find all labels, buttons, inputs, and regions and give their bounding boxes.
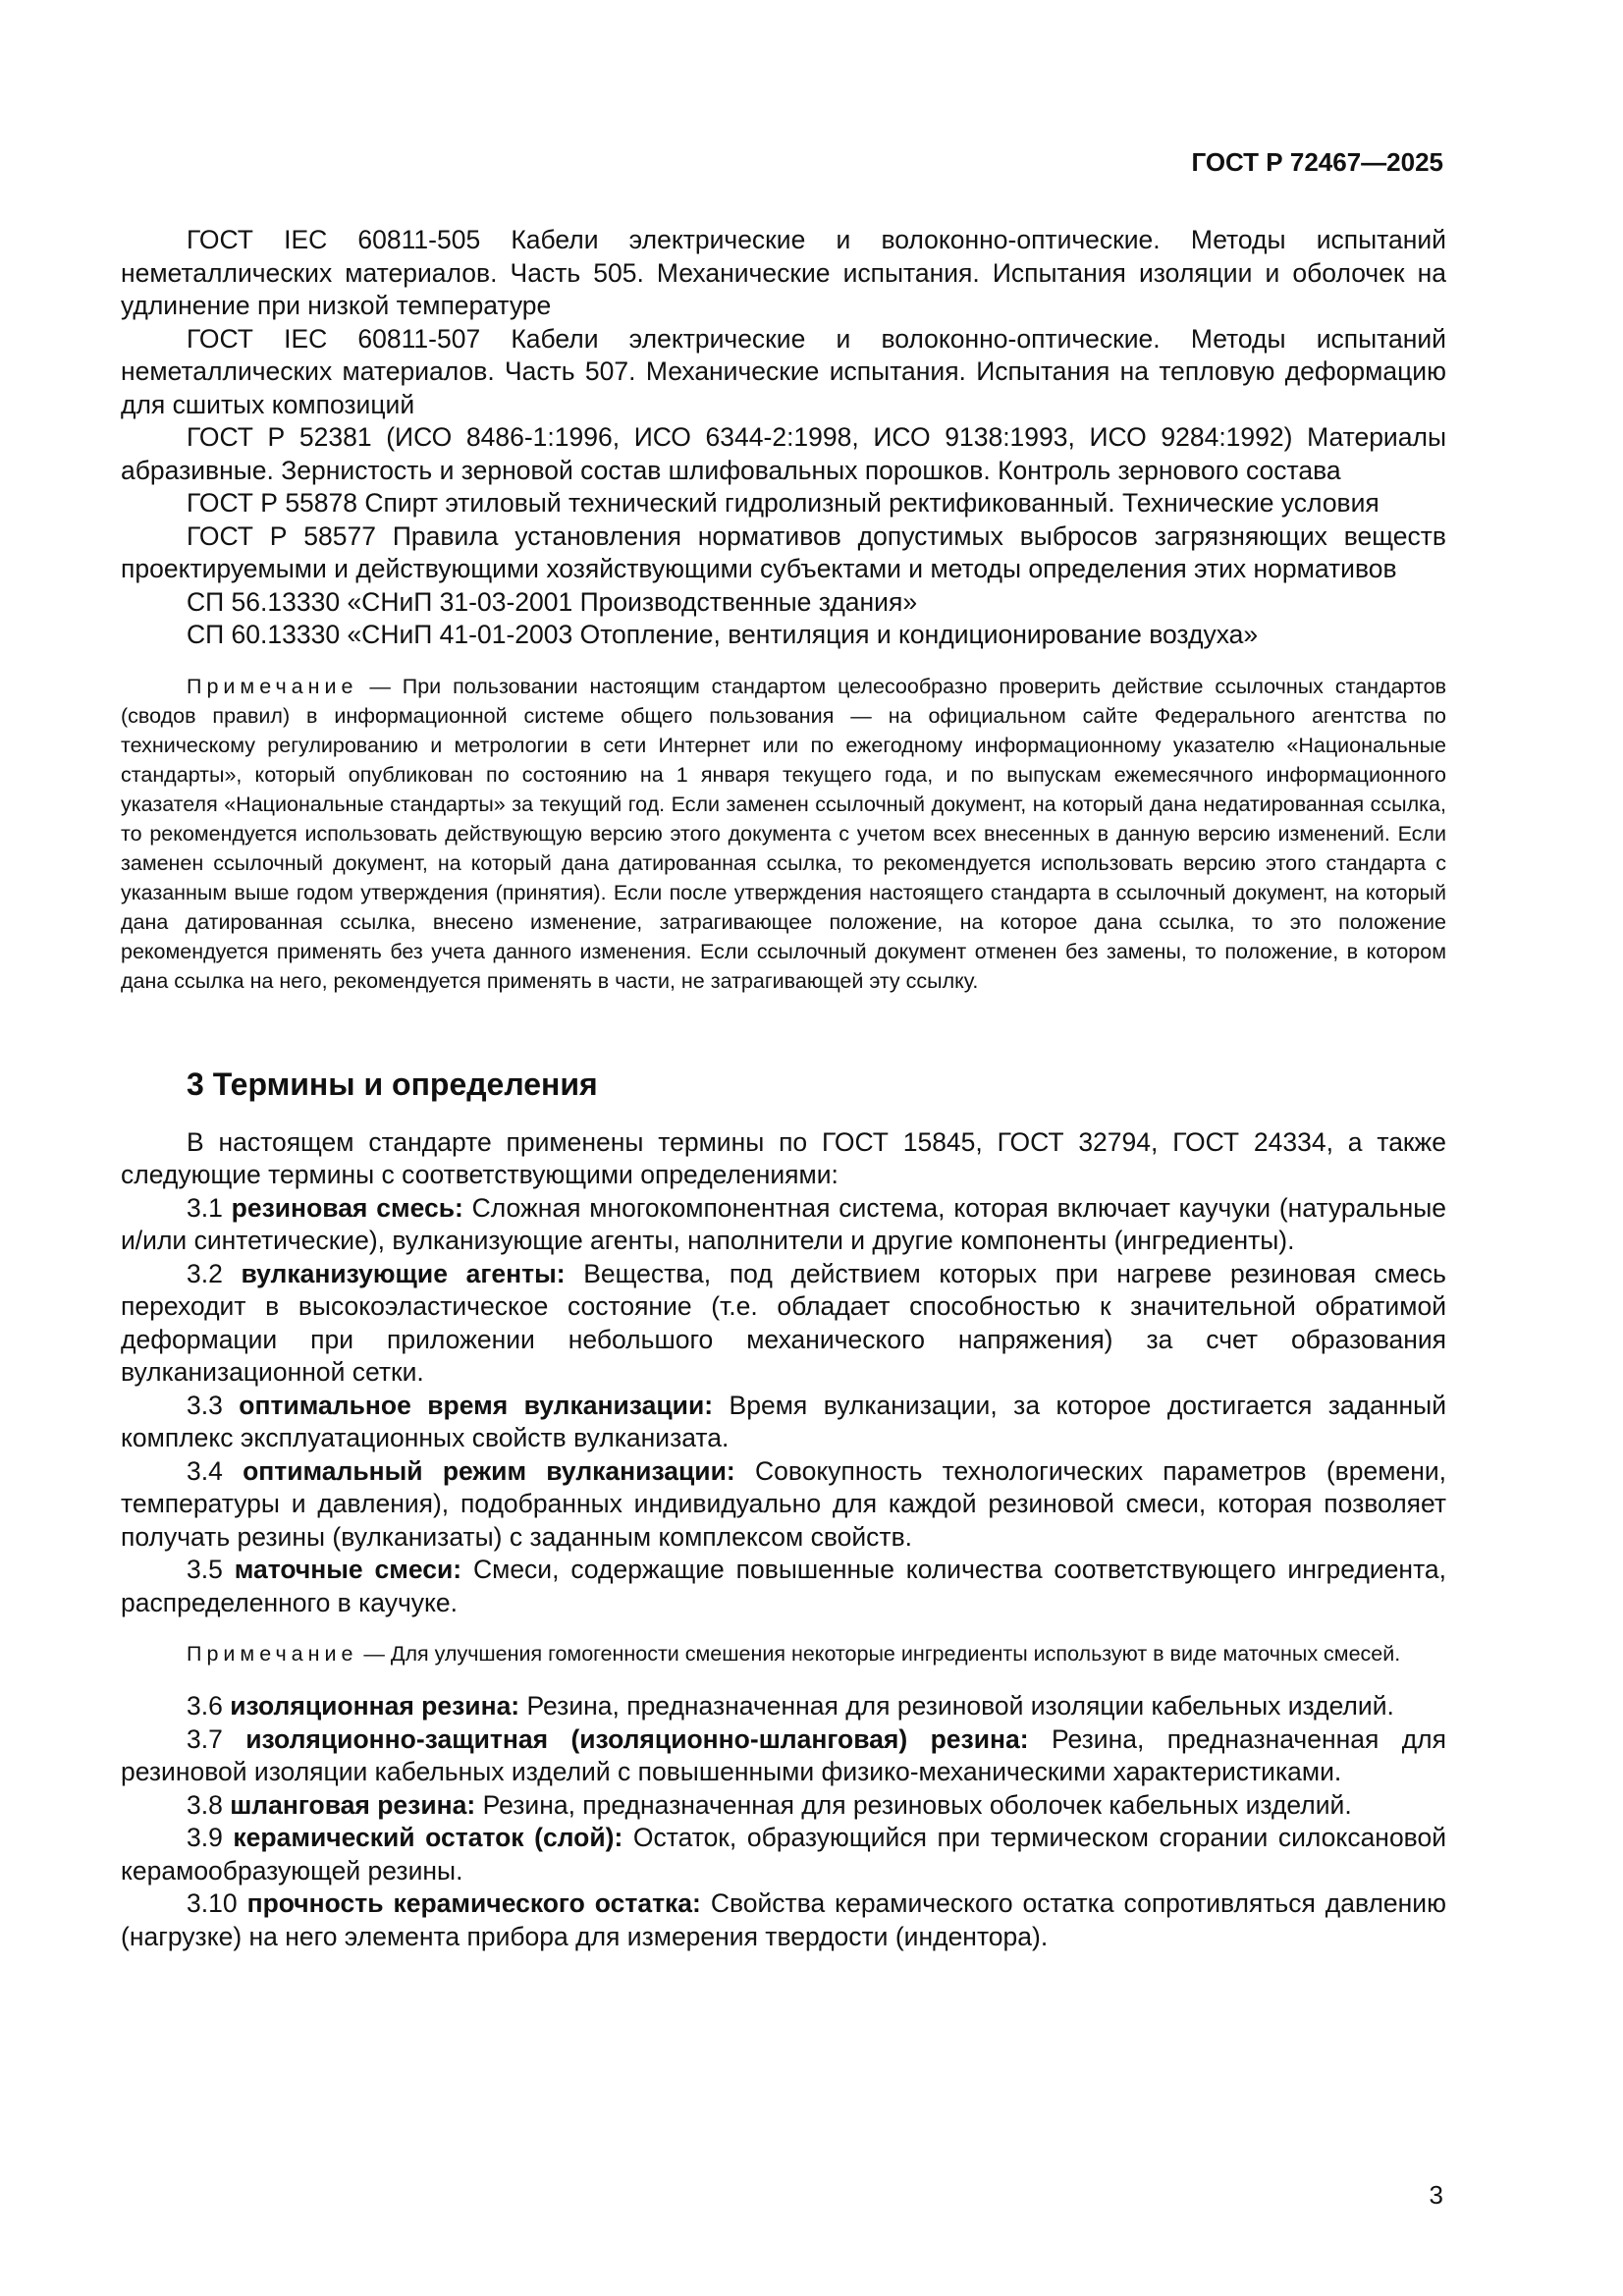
term-text: Вещества, под действием которых при нагреве резиновая смесь переходит в высокоэластическое состояние (т.е. обладает способностью к значительной обратимой деформации при приложении небольшого механического напряжения) за счет образования вулканизационной сетки. xyxy=(121,1258,1446,1387)
term-number: 3.10 xyxy=(187,1888,247,1918)
term-name: маточные смеси: xyxy=(234,1555,462,1584)
note-paragraph xyxy=(121,672,1446,996)
term-number: 3.9 xyxy=(187,1823,234,1852)
term-name: оптимальный режим вулканизации: xyxy=(243,1455,735,1486)
term-number: 3.4 xyxy=(187,1455,243,1486)
references-list xyxy=(121,224,1446,652)
page-content xyxy=(121,224,1446,1953)
term-number: 3.8 xyxy=(187,1789,231,1820)
terms-list xyxy=(121,1192,1446,1620)
term-name: керамический остаток (слой): xyxy=(233,1823,623,1852)
term-text: Время вулканизации, за которое достигается заданный комплекс эксплуатационных свойств вулканизата. xyxy=(121,1390,1447,1452)
section-intro: В настоящем стандарте применены термины по ГОСТ 15845, ГОСТ 32794, ГОСТ 24334, а также следующие термины с соответствующими определениями: xyxy=(121,1126,1446,1189)
term-text: Совокупность технологических параметров (времени, температуры и давления), подобранных индивидуально для каждой резиновой смеси, которая позволяет получать резины (вулканизаты) с заданным комплексом свойств. xyxy=(121,1455,1446,1552)
document-code: ГОСТ Р 72467—2025 xyxy=(1191,147,1443,177)
note-label: Примечание xyxy=(187,1642,358,1666)
reference-item: ГОСТ Р 52381 (ИСО 8486-1:1996, ИСО 6344-2:1998, ИСО 9138:1993, ИСО 9284:1992) Материалы абразивные. Зернистость и зерновой состав шлифовальных порошков. Контроль зернового состава xyxy=(121,422,1446,485)
term-name: оптимальное время вулканизации: xyxy=(239,1390,714,1420)
note-masterbatch xyxy=(121,1639,1446,1668)
term-name: изоляционная резина: xyxy=(230,1691,520,1721)
term-text: Резина, предназначенная для резиновой изоляции кабельных изделий с повышенными физико-механическими характеристиками. xyxy=(121,1723,1446,1786)
term-number: 3.2 xyxy=(187,1258,242,1288)
term-number: 3.6 xyxy=(187,1691,231,1721)
reference-item: ГОСТ Р 55878 Спирт этиловый технический гидролизный ректификованный. Технические условия xyxy=(187,488,1380,518)
term-number: 3.1 xyxy=(187,1192,232,1223)
term-definition xyxy=(121,1690,1446,1723)
reference-item: СП 60.13330 «СНиП 41-01-2003 Отопление, вентиляция и кондиционирование воздуха» xyxy=(187,620,1259,649)
note-label: Примечание xyxy=(187,674,358,698)
reference-item: ГОСТ IEC 60811-505 Кабели электрические и волоконно-оптические. Методы испытаний неметаллических материалов. Часть 505. Механические испытания. Испытания изоляции и оболочек на удлинение при низкой температуре xyxy=(121,225,1446,320)
term-definition xyxy=(121,1723,1446,1789)
section-title: 3 Термины и определения xyxy=(187,1066,598,1102)
term-definition xyxy=(121,1192,1446,1258)
term-text: Смеси, содержащие повышенные количества соответствующего ингредиента, распределенного в каучуке. xyxy=(121,1555,1447,1617)
reference-item: ГОСТ Р 58577 Правила установления нормативов допустимых выбросов загрязняющих веществ проектируемыми и действующими хозяйствующими субъектами и методы определения этих нормативов xyxy=(121,520,1446,583)
term-text: Свойства керамического остатка сопротивляться давлению (нагрузке) на него элемента прибора для измерения твердости (индентора). xyxy=(121,1888,1446,1951)
reference-item: ГОСТ IEC 60811-507 Кабели электрические и волоконно-оптические. Методы испытаний неметаллических материалов. Часть 507. Механические испытания. Испытания на тепловую деформацию для сшитых композиций xyxy=(121,323,1446,419)
note-references xyxy=(121,672,1446,996)
terms-list xyxy=(121,1690,1446,1953)
note-text: — Для улучшения гомогенности смешения некоторые ингредиенты используют в виде маточных смесей. xyxy=(357,1642,1401,1666)
term-number: 3.3 xyxy=(187,1390,240,1420)
term-text: Сложная многокомпонентная система, которая включает каучуки (натуральные и/или синтетические), вулканизующие агенты, наполнители и другие компоненты (ингредиенты). xyxy=(121,1192,1446,1255)
term-definition xyxy=(121,1390,1446,1455)
term-name: резиновая смесь: xyxy=(231,1192,463,1223)
term-definition xyxy=(121,1455,1446,1555)
term-number: 3.5 xyxy=(187,1555,235,1584)
term-definition xyxy=(121,1554,1446,1619)
term-name: изоляционно-защитная (изоляционно-шланговая) резина: xyxy=(245,1723,1029,1754)
reference-item: СП 56.13330 «СНиП 31-03-2001 Производственные здания» xyxy=(187,586,918,617)
term-text: Резина, предназначенная для резиновых оболочек кабельных изделий. xyxy=(475,1789,1352,1820)
term-text: Резина, предназначенная для резиновой изоляции кабельных изделий. xyxy=(519,1691,1394,1721)
note-text: — При пользовании настоящим стандартом целесообразно проверить действие ссылочных стандартов (сводов правил) в информационной системе общего пользования — на официальном сайте Федерального агентства по техническому регулированию и метрологии в сети Интернет или по ежегодному информационному указателю «Национальные стандарты», который опубликован по состоянию на 1 января текущего года, и по выпускам ежемесячного информационного указателя «Национальные стандарты» за текущий год. Если заменен ссылочный документ, на который дана недатированная ссылка, то рекомендуется использовать действующую версию этого документа с учетом всех внесенных в данную версию изменений. Если заменен ссылочный документ, на который дана датированная ссылка, то рекомендуется использовать версию этого стандарта с указанным выше годом утверждения (принятия). Если после утверждения настоящего стандарта в ссылочный документ, на который дана датированная ссылка, внесено изменение, затрагивающее положение, на которое дана ссылка, то это положение рекомендуется применять без учета данного изменения. Если ссылочный документ отменен без замены, то положение, в котором дана ссылка на него, рекомендуется применять в части, не затрагивающей эту ссылку. xyxy=(121,674,1446,993)
term-definition xyxy=(121,1887,1446,1953)
term-definition xyxy=(121,1822,1446,1887)
page-number: 3 xyxy=(1429,2180,1443,2210)
term-name: вулканизующие агенты: xyxy=(241,1258,566,1288)
term-definition xyxy=(121,1258,1446,1390)
term-text: Остаток, образующийся при термическом сгорании силоксановой керамообразующей резины. xyxy=(121,1823,1446,1886)
note-paragraph xyxy=(121,1639,1446,1668)
term-definition xyxy=(121,1789,1446,1823)
term-number: 3.7 xyxy=(187,1723,246,1754)
term-name: прочность керамического остатка: xyxy=(246,1888,701,1918)
term-name: шланговая резина: xyxy=(230,1789,476,1820)
